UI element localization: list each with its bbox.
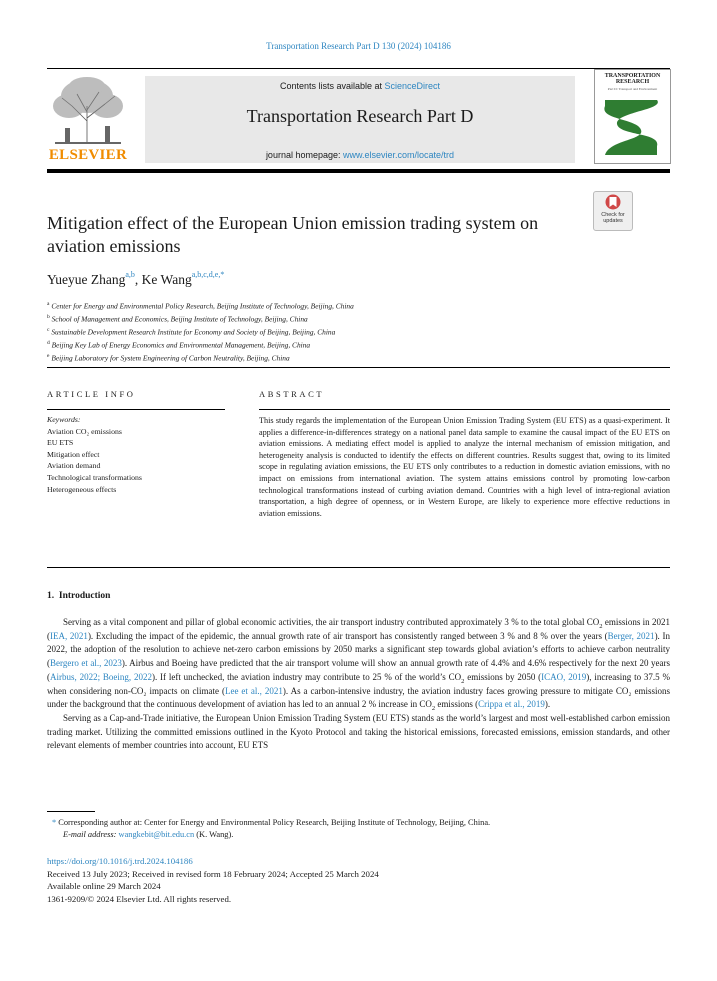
affil-text: School of Management and Economics, Beijing Institute of Technology, Beijing, China	[51, 314, 308, 324]
check-for-updates-label: Check for updates	[601, 212, 625, 224]
text-run: ). In 2022, the adoption of the resolution to achieve net-zero carbon emissions by 2050 marks a significant step towards global aviation’s efforts to achieve carbon neutrality (	[47, 630, 670, 669]
copyright-line: 1361-9209/© 2024 Elsevier Ltd. All rights reserved.	[47, 893, 232, 904]
keyword-item: Heterogeneous effects	[47, 484, 117, 494]
bookmark-ribbon-icon	[605, 194, 621, 212]
affil-text: Beijing Laboratory for System Engineering of Carbon Neutrality, Beijing, China	[51, 353, 290, 363]
elsevier-logo[interactable]	[47, 76, 129, 164]
abstract-heading: ABSTRACT	[259, 389, 325, 399]
email-line	[52, 829, 672, 841]
email-link[interactable]: wangkebit@bit.edu.cn	[118, 830, 195, 840]
footnote-text: Corresponding author at: Center for Energy and Environmental Policy Research, Beijing Institute of Technology, Beijing, China.	[58, 818, 491, 827]
received-dates: Received 13 July 2023; Received in revised form 18 February 2024; Accepted 25 March 2024	[47, 868, 379, 879]
citation-link[interactable]: Crippa et al., 2019	[478, 699, 545, 710]
section-heading-introduction: 1. Introduction	[47, 591, 111, 601]
citation-link[interactable]: IEA, 2021	[50, 630, 88, 641]
keywords-label: Keywords:	[47, 415, 81, 424]
affiliation-item	[47, 325, 647, 338]
contents-prefix: Contents lists available at	[279, 81, 385, 91]
subscript: 2	[599, 622, 603, 630]
email-label: E-mail address:	[63, 830, 117, 840]
journal-citation-link[interactable]: Transportation Research Part D 130 (2024) 104186	[266, 41, 451, 51]
cover-subtitle: Part D: Transport and Environment	[607, 87, 658, 91]
citation-link[interactable]: ICAO, 2019	[541, 671, 587, 682]
text-run: ). Excluding the impact of the epidemic, the annual growth rate of air transport has consistently ranged between 3 % and 8 % over the years (	[87, 630, 608, 641]
affiliation-item	[47, 312, 647, 325]
journal-title: Transportation Research Part D	[246, 106, 474, 126]
paragraph: Serving as a Cap-and-Trade initiative, the European Union Emission Trading System (EU ETS) stands as the world’s largest and most well-established carbon emission trading market. Utilizing the committed emissions outlined in the Kyoto Protocol and taking the historical emissions, forecasted emissions, emission standards, and other relevant elements of member countries into account, EU ETS	[47, 712, 670, 751]
affiliation-list	[47, 299, 647, 364]
article-title: Mitigation effect of the European Union emission trading system on aviation emissions	[47, 213, 539, 256]
check-for-updates-button[interactable]	[593, 191, 633, 231]
affil-text: Beijing Key Lab of Energy Economics and Environmental Management, Beijing, China	[51, 340, 311, 350]
available-online-date: Available online 29 March 2024	[47, 881, 161, 892]
affiliation-item	[47, 351, 647, 364]
doi-link[interactable]: https://doi.org/10.1016/j.trd.2024.104186	[47, 856, 193, 866]
text-run: Serving as a vital component and pillar of global economic activities, the air transport industry contributed approximately 3 % to the total global CO	[63, 617, 600, 627]
article-info-rule	[47, 409, 225, 410]
paragraph	[47, 616, 670, 712]
elsevier-tree-icon	[47, 76, 129, 146]
affil-marker: c	[47, 326, 50, 333]
affiliation-item	[47, 299, 647, 312]
keyword-item: EU ETS	[47, 438, 74, 448]
affil-marker: d	[47, 339, 50, 346]
text-run: ). Airbus and Boeing have predicted that the air transport volume will show an annual growth rate of 4.4% and 4.6% respectively for the next 20 years (	[47, 658, 670, 682]
cover-title: TRANSPORTATION RESEARCH	[604, 73, 661, 85]
keyword-item: Technological transformations	[47, 472, 142, 482]
contents-line	[145, 81, 575, 91]
subscript: 2	[461, 677, 465, 685]
abstract-text: This study regards the implementation of the European Union Emission Trading System (EU ETS) as a quasi-experiment. It applies a difference-in-differences strategy on a national panel data sample to examine the causal impact of the EU ETS on aviation emissions. A mediating effect model is applied to analyze the internal mechanism of emission mitigation, and heterogeneity analysis is conducted to identify the effects on different countries. Results suggest that, owing to its limited scope in regulating aviation emissions, the EU ETS only contributes to a reduction in domestic aviation emissions, with no impact on emissions from international aviation. The system attains emissions control by promoting low-carbon technological transformations instead of curbing aviation demand. Countries with a high level of intra-regional aviation transportation, a high degree of openness, or in Western Europe, are likely to experience more effective reductions in aviation emissions.	[259, 416, 670, 518]
text-run: ), increasing to 37.5 % when considering non-CO₂ impacts on climate (	[47, 671, 670, 696]
author-name[interactable]: Yueyue Zhang	[47, 272, 126, 287]
text-run: emissions by 2050 (	[464, 671, 542, 682]
citation-link[interactable]: Airbus, 2022; Boeing, 2022	[50, 671, 152, 682]
author-list	[47, 272, 224, 288]
text-run: ). If left unchecked, the aviation industry may contribute to 25 % of the world’s CO	[151, 671, 462, 682]
footnote-rule	[47, 811, 95, 812]
journal-header-box	[145, 76, 575, 163]
citation-link[interactable]: Berger, 2021	[607, 630, 655, 641]
affil-text: Center for Energy and Environmental Policy Research, Beijing Institute of Technology, Beijing, China	[51, 301, 354, 311]
text-run: emissions (	[435, 699, 479, 710]
section-divider	[47, 367, 670, 368]
keywords-block	[47, 414, 225, 495]
corresponding-author-footnote	[52, 817, 672, 842]
homepage-prefix: journal homepage:	[265, 150, 343, 160]
affiliation-item	[47, 338, 647, 351]
footnote-line	[52, 817, 672, 829]
footnote-star[interactable]: *	[52, 818, 57, 827]
affil-marker: a	[47, 301, 50, 307]
article-info-heading: ARTICLE INFO	[47, 389, 136, 399]
citation-link[interactable]: Bergero et al., 2023	[50, 658, 122, 669]
text-run: ).	[544, 699, 551, 710]
introduction-body	[47, 616, 670, 753]
author-affil-marker[interactable]: a,b,c,d,e,*	[191, 270, 225, 279]
affil-marker: b	[47, 313, 50, 320]
header-rule-top	[47, 68, 670, 69]
elsevier-wordmark: ELSEVIER	[48, 147, 128, 163]
author-separator: ,	[134, 272, 142, 287]
sciencedirect-link[interactable]: ScienceDirect	[384, 81, 441, 91]
keyword-item: Mitigation effect	[47, 449, 100, 459]
journal-homepage-link[interactable]: www.elsevier.com/locate/trd	[343, 150, 455, 160]
keyword-item: Aviation demand	[47, 461, 101, 471]
cover-road-graphic	[595, 70, 670, 163]
author-affil-marker[interactable]: a,b	[125, 270, 135, 279]
text-run: emissions in 2021 (	[47, 617, 670, 641]
header-rule-bottom	[47, 169, 670, 173]
publication-info	[47, 855, 667, 905]
affil-marker: e	[47, 352, 50, 359]
abstract-rule	[259, 409, 670, 410]
affil-text: Sustainable Development Research Institute for Economy and Society of Beijing, Beijing, China	[51, 327, 336, 337]
keyword-item: Aviation CO₂ emissions	[47, 426, 122, 436]
subscript: 2	[431, 705, 436, 713]
citation-link[interactable]: Lee et al., 2021	[224, 685, 283, 696]
homepage-line	[145, 150, 575, 160]
text-run: ). As a carbon-intensive industry, the aviation industry faces growing pressure to mitigate CO₂ emissions under the background that the continuous development of aviation has led to an annual 2 % increase in CO	[47, 685, 670, 710]
abstract-bottom-rule	[47, 567, 670, 568]
email-suffix: (K. Wang).	[194, 830, 234, 840]
journal-cover-thumbnail[interactable]	[594, 69, 671, 164]
author-name[interactable]: Ke Wang	[141, 272, 192, 287]
